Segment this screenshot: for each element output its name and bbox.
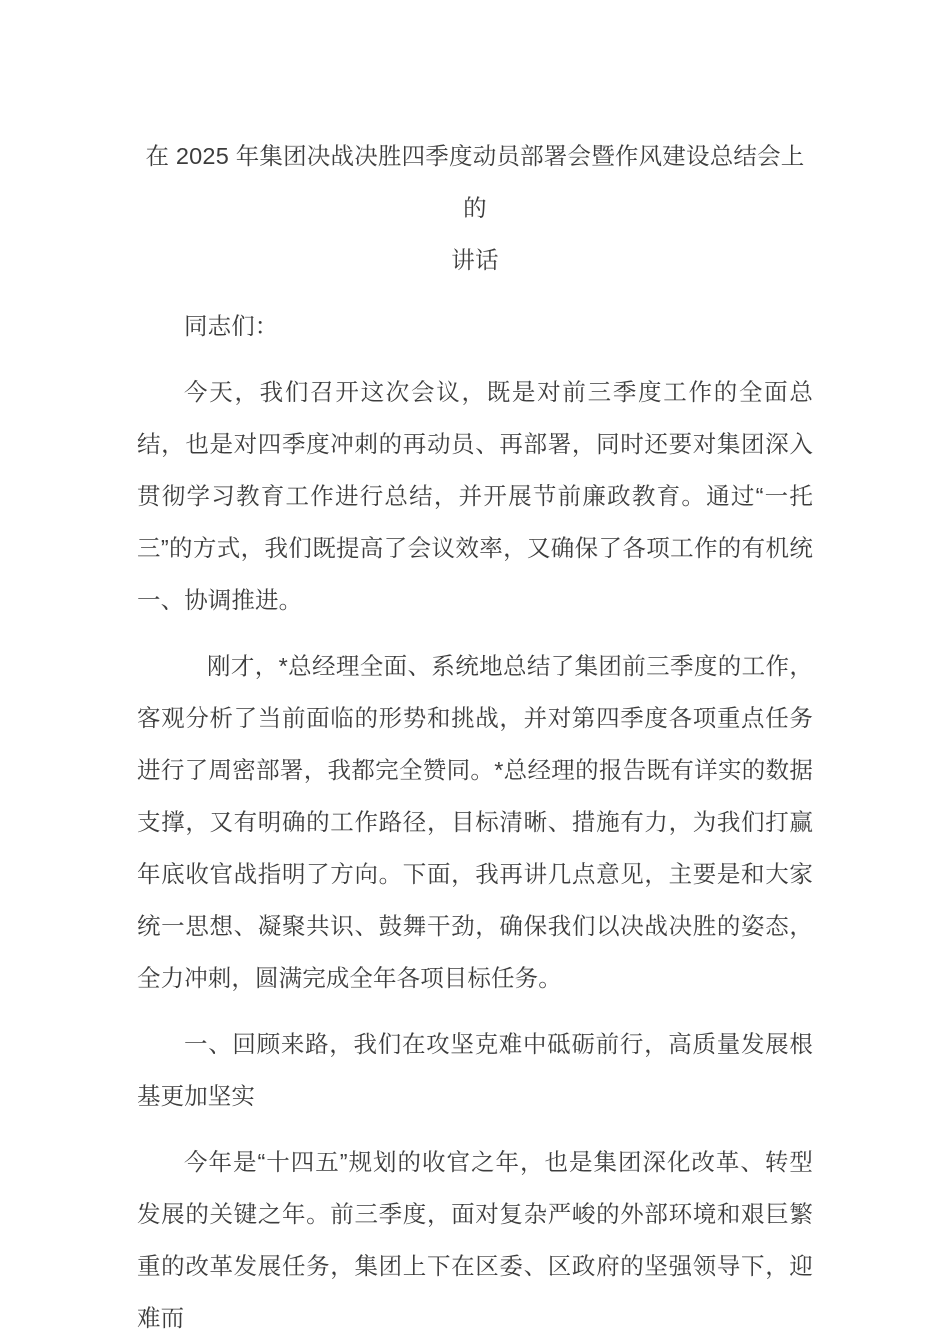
document-text-column: [137, 0, 813, 1344]
document-title-line-1: 在 2025 年集团决战决胜四季度动员部署会暨作风建设总结会上的: [145, 143, 805, 221]
document-title-line-2: 讲话: [451, 247, 499, 273]
section-heading-1: 一、回顾来路，我们在攻坚克难中砥砺前行，高质量发展根基更加坚实: [137, 1031, 813, 1109]
section-paragraph-1: 今年是“十四五”规划的收官之年，也是集团深化改革、转型发展的关键之年。前三季度，面对复杂严峻的外部环境和艰巨繁重的改革发展任务，集团上下在区委、区政府的坚强领导下，迎难而: [137, 1149, 813, 1331]
document-title: [137, 0, 813, 286]
salutation: 同志们：: [184, 313, 279, 339]
paragraph-1: 今天，我们召开这次会议，既是对前三季度工作的全面总结，也是对四季度冲刺的再动员、再部署，同时还要对集团深入贯彻学习教育工作进行总结，并开展节前廉政教育。通过“一托三”的方式，我们既提高了会议效率，又确保了各项工作的有机统一、协调推进。: [137, 379, 813, 613]
paragraph-2: 刚才，*总经理全面、系统地总结了集团前三季度的工作，客观分析了当前面临的形势和挑战，并对第四季度各项重点任务进行了周密部署，我都完全赞同。*总经理的报告既有详实的数据支撑，又有明确的工作路径，目标清晰、措施有力，为我们打赢年底收官战指明了方向。下面，我再讲几点意见，主要是和大家统一思想、凝聚共识、鼓舞干劲，确保我们以决战决胜的姿态，全力冲刺，圆满完成全年各项目标任务。: [137, 653, 813, 991]
